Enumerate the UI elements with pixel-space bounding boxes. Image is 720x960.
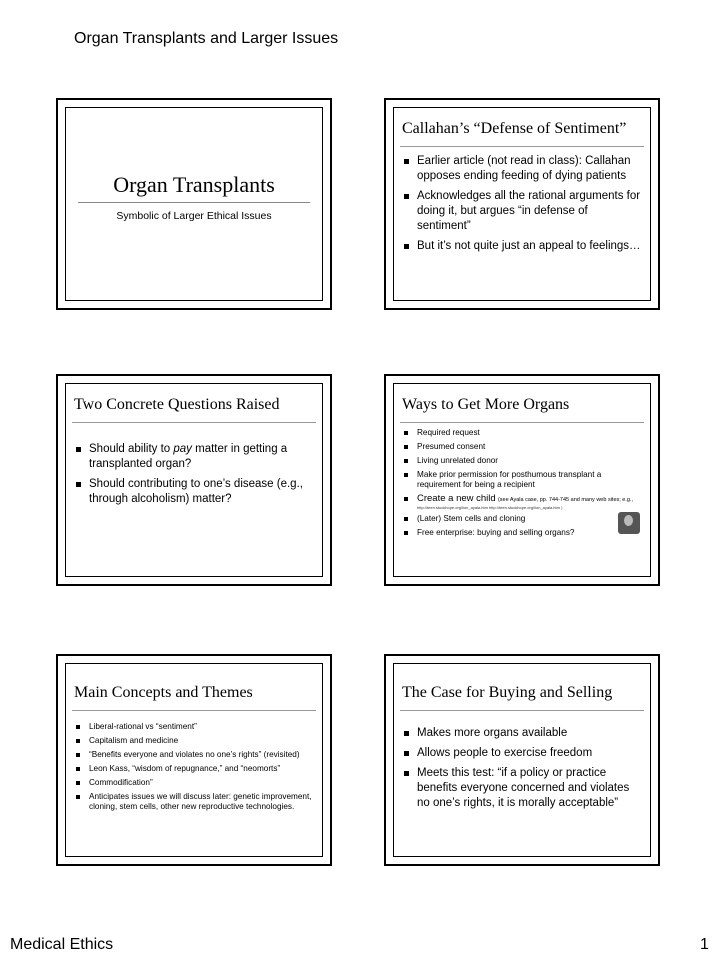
- list-item: Acknowledges all the rational arguments for doing it, but argues “in defense of sentiment”: [404, 189, 642, 234]
- slide-4-title-rule: [400, 422, 644, 423]
- list-item: [404, 494, 642, 510]
- slide-5-bullets: [76, 722, 314, 816]
- slide-2-title: Callahan’s “Defense of Sentiment”: [402, 120, 627, 137]
- emphasis-pay: pay: [173, 443, 192, 455]
- slide-3-frame: [65, 383, 323, 577]
- list-item: Free enterprise: buying and selling organs?: [404, 528, 642, 538]
- list-item: Allows people to exercise freedom: [404, 746, 642, 761]
- slide-2-title-rule: [400, 146, 644, 147]
- page-header: Organ Transplants and Larger Issues: [74, 30, 339, 47]
- slide-6: [384, 654, 660, 866]
- list-item: [76, 442, 314, 472]
- portrait-photo: [618, 512, 640, 534]
- slide-4: [384, 374, 660, 586]
- list-item: Presumed consent: [404, 442, 642, 452]
- list-item: But it’s not quite just an appeal to feelings…: [404, 239, 642, 254]
- list-item: (Later) Stem cells and cloning: [404, 514, 642, 524]
- slide-5-title-rule: [72, 710, 316, 711]
- slide-6-frame: [393, 663, 651, 857]
- page-footer: Medical Ethics: [10, 936, 114, 953]
- reference-url[interactable]: http://teen.stuckhope.org/lion_ayala.htm http://teen.stuckhope.org/lion_ayala.htm ): [417, 505, 563, 510]
- list-item: Meets this test: “if a policy or practice benefits everyone concerned and violates no one’s rights, it is morally acceptable”: [404, 766, 642, 811]
- slide-2: [384, 98, 660, 310]
- slide-6-title-rule: [400, 710, 644, 711]
- bullet-text: matter in getting a transplanted organ?: [89, 443, 288, 470]
- slide-1-divider: [78, 202, 310, 203]
- list-item: Capitalism and medicine: [76, 736, 314, 746]
- page-number: 1: [700, 936, 709, 953]
- list-item: Should contributing to one’s disease (e.g., through alcoholism) matter?: [76, 477, 314, 507]
- slide-2-bullets: [404, 154, 642, 259]
- list-item: Earlier article (not read in class): Callahan opposes ending feeding of dying patients: [404, 154, 642, 184]
- list-item: Makes more organs available: [404, 726, 642, 741]
- list-item: Leon Kass, “wisdom of repugnance,” and “neomorts”: [76, 764, 314, 774]
- slide-5-title: Main Concepts and Themes: [74, 684, 253, 701]
- list-item: Commodification”: [76, 778, 314, 788]
- create-child-reference: (see Ayala case, pp. 744-745 and many web sites; e.g.,: [497, 497, 634, 503]
- slide-2-frame: [393, 107, 651, 301]
- bullet-text: Should ability to: [89, 443, 174, 455]
- list-item: Living unrelated donor: [404, 456, 642, 466]
- slide-4-bullets: [404, 428, 642, 542]
- slide-6-bullets: [404, 726, 642, 816]
- slide-3-title: Two Concrete Questions Raised: [74, 396, 280, 413]
- list-item: Anticipates issues we will discuss later: genetic improvement, cloning, stem cells, other new reproductive technologies.: [76, 792, 314, 812]
- list-item: Required request: [404, 428, 642, 438]
- slide-5: [56, 654, 332, 866]
- slide-1: [56, 98, 332, 310]
- slide-6-title: The Case for Buying and Selling: [402, 684, 613, 701]
- slide-3-bullets: [76, 442, 314, 512]
- slide-4-title: Ways to Get More Organs: [402, 396, 570, 413]
- slide-5-frame: [65, 663, 323, 857]
- list-item: “Benefits everyone and violates no one’s rights” (revisited): [76, 750, 314, 760]
- slide-3: [56, 374, 332, 586]
- list-item: Make prior permission for posthumous transplant a requirement for being a recipient: [404, 470, 642, 490]
- create-child-text: Create a new child: [417, 493, 496, 504]
- slide-1-subtitle: Symbolic of Larger Ethical Issues: [116, 210, 272, 222]
- list-item: Liberal-rational vs “sentiment”: [76, 722, 314, 732]
- slide-3-title-rule: [72, 422, 316, 423]
- slide-1-frame: [65, 107, 323, 301]
- slide-1-title: Organ Transplants: [113, 172, 275, 197]
- slide-4-frame: [393, 383, 651, 577]
